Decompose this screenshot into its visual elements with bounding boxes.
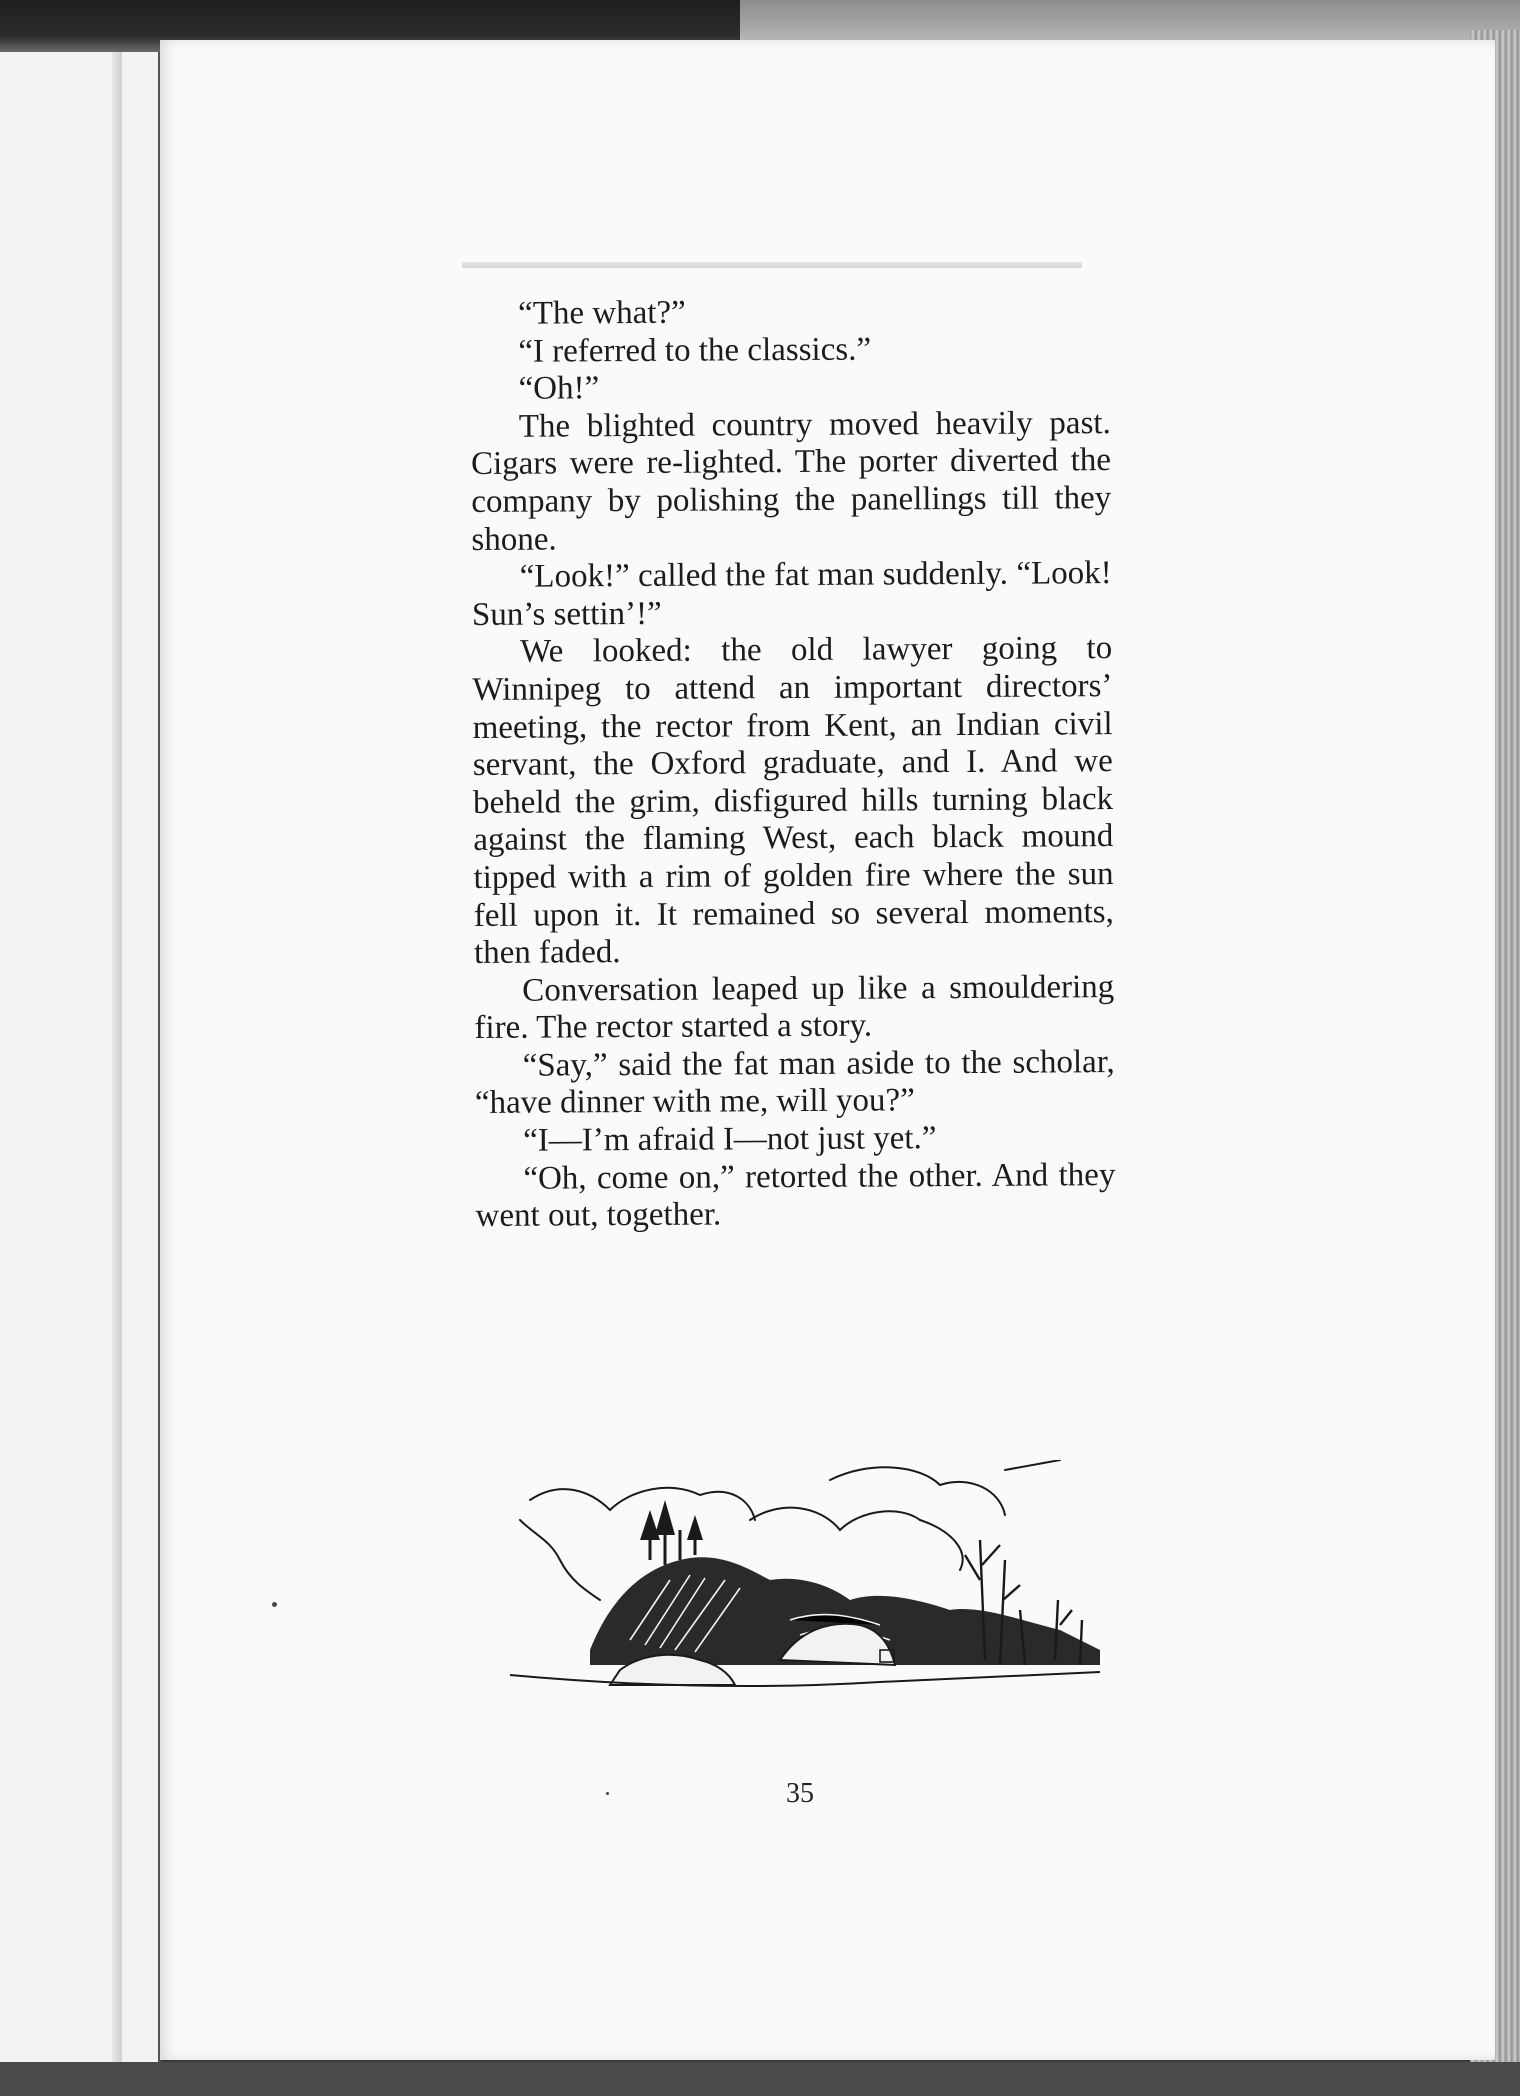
paragraph: “Oh, come on,” retorted the other. And they went out, together.	[475, 1156, 1116, 1235]
paragraph: “Oh!”	[518, 370, 600, 407]
landscape-sketch-icon	[500, 1460, 1110, 1690]
paragraph: “I referred to the classics.”	[518, 331, 872, 370]
dust-speck	[272, 1602, 277, 1607]
scanner-bottom-edge	[0, 2062, 1520, 2096]
paragraph: Conversation leaped up like a smouldering fire. The rector started a story.	[474, 968, 1115, 1047]
book-gutter-shadow	[112, 52, 122, 2062]
page-number: 35	[786, 1778, 814, 1809]
page-header-rule	[462, 262, 1082, 268]
facing-page-left	[0, 52, 161, 2062]
paragraph: The blighted country moved heavily past. Cigars were re-lighted. The porter diverted the company by polishing the panellings till they shone.	[470, 404, 1112, 558]
body-text	[470, 292, 1116, 1236]
paragraph: “Look!” called the fat man suddenly. “Look! Sun’s settin’!”	[471, 555, 1112, 633]
paragraph: “Say,” said the fat man aside to the scholar, “have dinner with me, will you?”	[474, 1043, 1115, 1122]
paragraph: “I—I’m afraid I—not just yet.”	[523, 1120, 937, 1159]
scanner-top-edge-light	[740, 0, 1520, 40]
paragraph: We looked: the old lawyer going to Winnipeg to attend an important directors’ meeting, the rector from Kent, an Indian civil servant, the Oxford graduate, and I. And we beheld the grim, disfigured hills turning black against the flaming West, each black mound tipped with a rim of golden fire where the sun fell upon it. It remained so several moments, then faded.	[472, 630, 1114, 972]
dust-speck	[606, 1792, 609, 1795]
paragraph: “The what?”	[517, 294, 686, 332]
